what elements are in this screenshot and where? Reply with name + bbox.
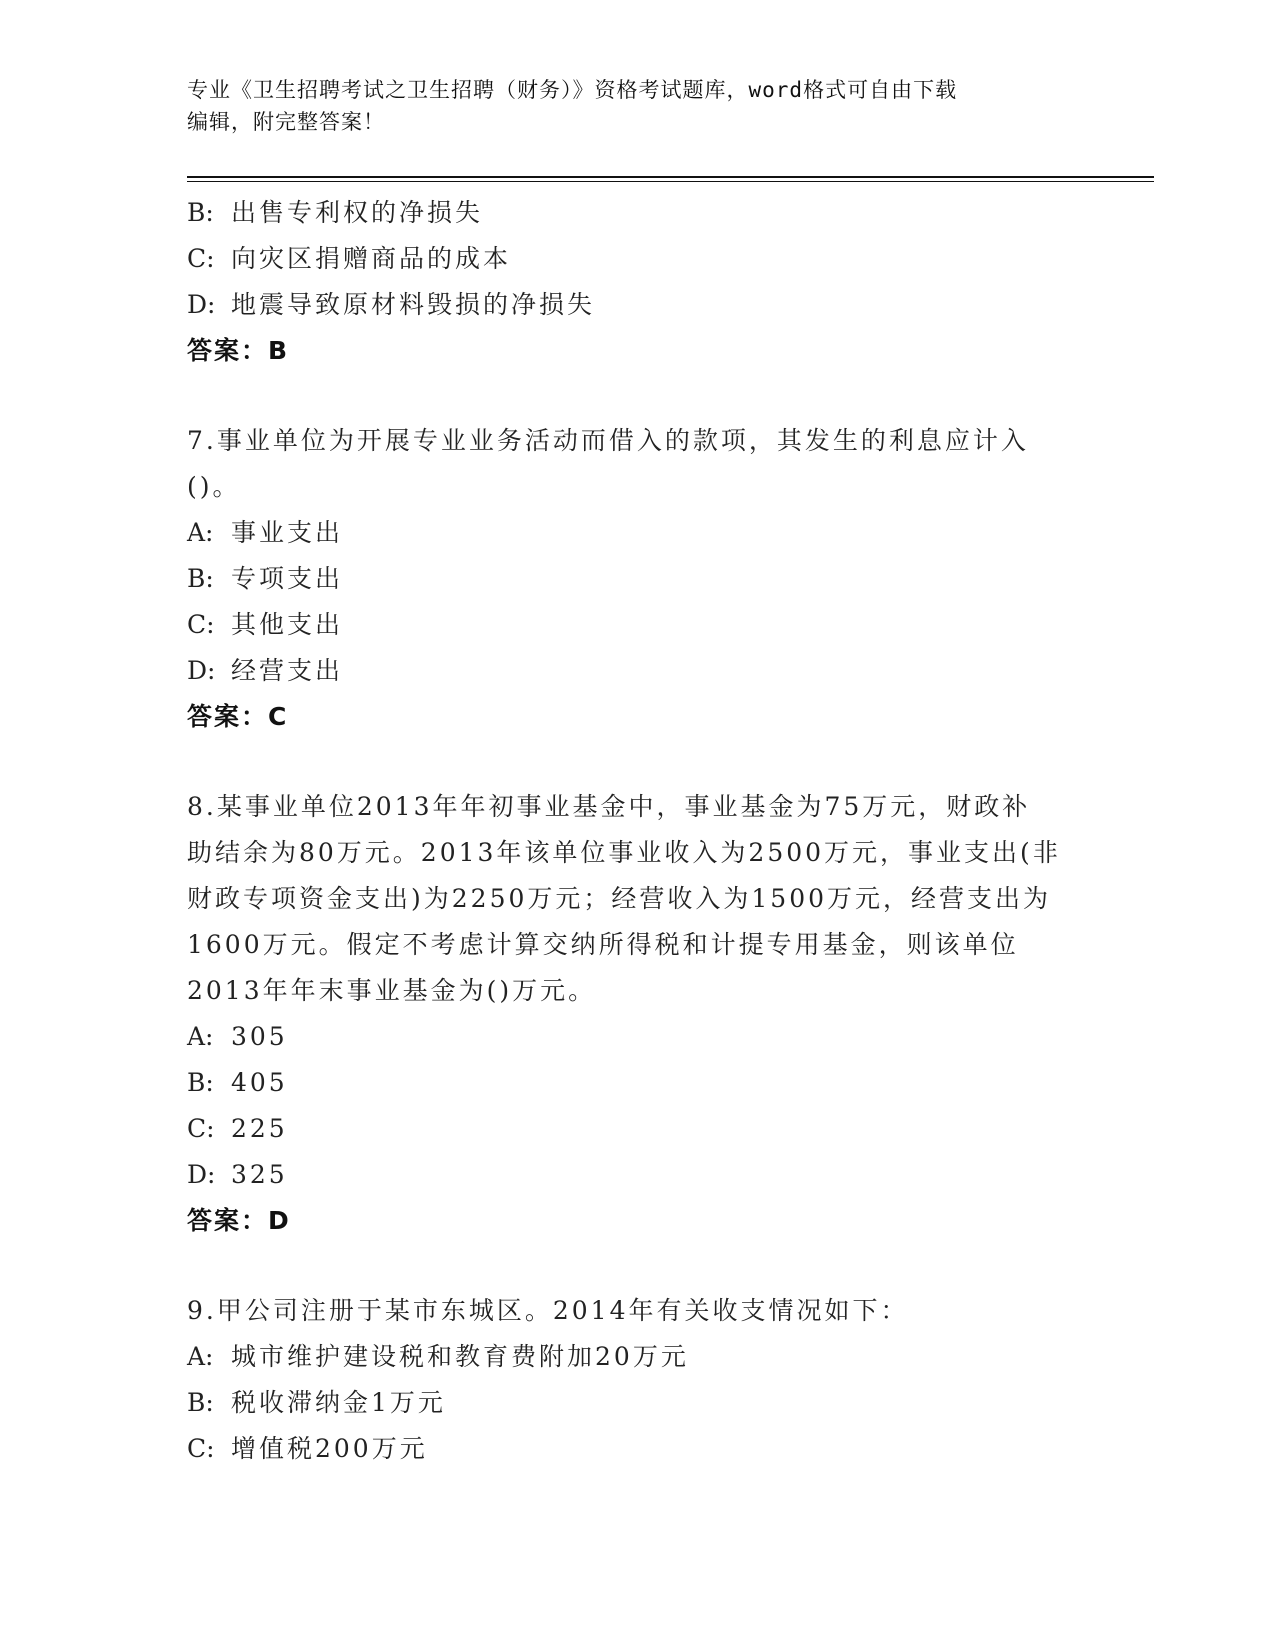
question-stem-line: 助结余为80万元。2013年该单位事业收入为2500万元，事业支出(非 (187, 838, 1061, 867)
option-b (187, 556, 1087, 602)
question-8 (187, 784, 1087, 1244)
document-body (187, 190, 1087, 1472)
option-a (187, 1334, 1087, 1380)
option-b (187, 1380, 1087, 1426)
header-line-1: 专业《卫生招聘考试之卫生招聘（财务）》资格考试题库，word格式可自由下载 (187, 78, 958, 102)
option-text: 税收滞纳金1万元 (231, 1388, 446, 1417)
question-stem-line: 2013年年末事业基金为()万元。 (187, 976, 597, 1005)
question-6 (187, 190, 1087, 374)
option-text: 向灾区捐赠商品的成本 (231, 244, 512, 273)
option-letter: B: (187, 1068, 214, 1097)
question-stem-line: 1600万元。假定不考虑计算交纳所得税和计提专用基金，则该单位 (187, 930, 1019, 959)
option-c (187, 236, 1087, 282)
option-letter: D: (187, 656, 216, 685)
option-letter: C: (187, 244, 215, 273)
option-b (187, 190, 1087, 236)
option-letter: D: (187, 290, 216, 319)
option-letter: C: (187, 1434, 215, 1463)
answer-line: 答案：B (187, 336, 290, 365)
option-text: 225 (231, 1114, 288, 1143)
option-letter: C: (187, 610, 215, 639)
option-letter: B: (187, 1388, 214, 1417)
option-letter: A: (187, 1022, 214, 1051)
option-letter: A: (187, 518, 214, 547)
option-text: 325 (231, 1160, 288, 1189)
spacer (187, 740, 1087, 784)
question-stem-line: 9.甲公司注册于某市东城区。2014年有关收支情况如下： (187, 1296, 909, 1325)
option-c (187, 1106, 1087, 1152)
option-text: 专项支出 (231, 564, 344, 593)
option-letter: A: (187, 1342, 214, 1371)
option-a (187, 1014, 1087, 1060)
option-text: 405 (231, 1068, 288, 1097)
option-text: 地震导致原材料毁损的净损失 (231, 290, 596, 319)
answer-line: 答案：D (187, 1206, 291, 1235)
document-header (187, 74, 1087, 138)
option-d (187, 1152, 1087, 1198)
question-stem-line: 7.事业单位为开展专业业务活动而借入的款项，其发生的利息应计入 (187, 426, 1029, 455)
header-line-2: 编辑，附完整答案！ (187, 110, 385, 134)
option-d (187, 282, 1087, 328)
question-7 (187, 418, 1087, 740)
option-letter: B: (187, 198, 214, 227)
spacer (187, 374, 1087, 418)
spacer (187, 1244, 1087, 1288)
option-c (187, 602, 1087, 648)
option-text: 经营支出 (231, 656, 344, 685)
option-a (187, 510, 1087, 556)
option-text: 其他支出 (231, 610, 344, 639)
question-9 (187, 1288, 1087, 1472)
option-text: 事业支出 (231, 518, 344, 547)
option-b (187, 1060, 1087, 1106)
option-text: 增值税200万元 (231, 1434, 428, 1463)
answer-line: 答案：C (187, 702, 289, 731)
question-stem-line: 财政专项资金支出)为2250万元；经营收入为1500万元，经营支出为 (187, 884, 1052, 913)
option-letter: D: (187, 1160, 216, 1189)
header-rule-thick (187, 176, 1154, 178)
option-letter: B: (187, 564, 214, 593)
option-c (187, 1426, 1087, 1472)
option-text: 城市维护建设税和教育费附加20万元 (231, 1342, 689, 1371)
option-d (187, 648, 1087, 694)
question-stem-line: ()。 (187, 472, 241, 501)
header-rule-thin (187, 181, 1154, 182)
option-text: 305 (231, 1022, 288, 1051)
option-letter: C: (187, 1114, 215, 1143)
question-stem-line: 8.某事业单位2013年年初事业基金中，事业基金为75万元，财政补 (187, 792, 1031, 821)
option-text: 出售专利权的净损失 (231, 198, 484, 227)
